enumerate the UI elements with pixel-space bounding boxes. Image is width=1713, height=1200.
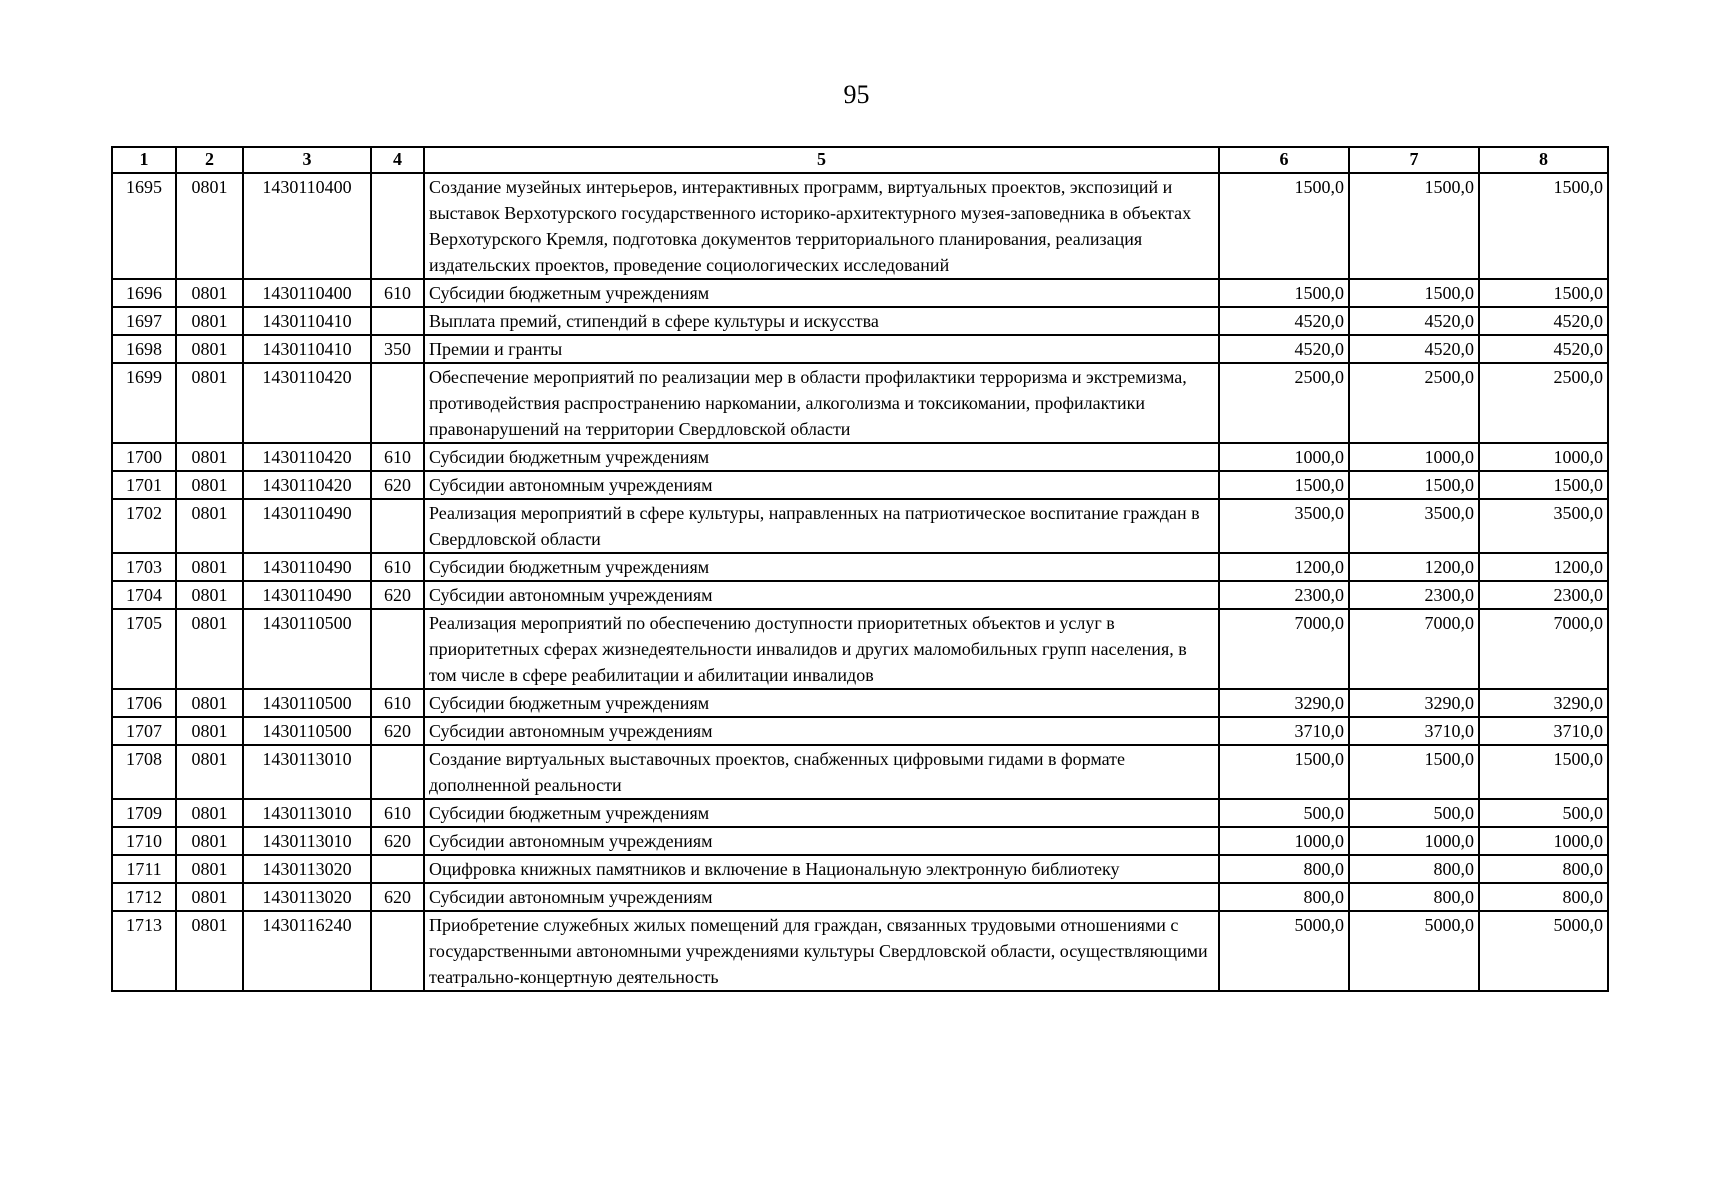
amount-col8-cell: 2500,0	[1479, 363, 1608, 443]
target-article-code-cell: 1430110500	[243, 689, 371, 717]
table-row	[112, 689, 1608, 717]
column-header-6: 6	[1219, 147, 1349, 173]
target-article-code-cell: 1430110400	[243, 173, 371, 279]
amount-col6-cell: 3290,0	[1219, 689, 1349, 717]
row-number-cell: 1701	[112, 471, 176, 499]
expense-type-code-cell: 620	[371, 827, 424, 855]
amount-col8-cell: 4520,0	[1479, 335, 1608, 363]
section-code-cell: 0801	[176, 745, 243, 799]
target-article-code-cell: 1430110420	[243, 443, 371, 471]
amount-col6-cell: 1000,0	[1219, 827, 1349, 855]
table-row	[112, 443, 1608, 471]
column-header-4: 4	[371, 147, 424, 173]
amount-col6-cell: 4520,0	[1219, 335, 1349, 363]
item-name-cell: Субсидии автономным учреждениям	[424, 581, 1219, 609]
amount-col6-cell: 7000,0	[1219, 609, 1349, 689]
amount-col7-cell: 3710,0	[1349, 717, 1479, 745]
expense-type-code-cell: 620	[371, 471, 424, 499]
amount-col8-cell: 500,0	[1479, 799, 1608, 827]
item-name-cell: Субсидии автономным учреждениям	[424, 717, 1219, 745]
expense-type-code-cell: 610	[371, 279, 424, 307]
section-code-cell: 0801	[176, 173, 243, 279]
section-code-cell: 0801	[176, 553, 243, 581]
expense-type-code-cell	[371, 363, 424, 443]
column-header-8: 8	[1479, 147, 1608, 173]
expense-type-code-cell	[371, 173, 424, 279]
amount-col6-cell: 800,0	[1219, 855, 1349, 883]
column-header-2: 2	[176, 147, 243, 173]
expense-type-code-cell: 350	[371, 335, 424, 363]
table-row	[112, 855, 1608, 883]
amount-col8-cell: 1500,0	[1479, 745, 1608, 799]
amount-col7-cell: 1500,0	[1349, 745, 1479, 799]
table-row	[112, 499, 1608, 553]
row-number-cell: 1711	[112, 855, 176, 883]
section-code-cell: 0801	[176, 883, 243, 911]
table-body	[112, 173, 1608, 991]
amount-col8-cell: 2300,0	[1479, 581, 1608, 609]
target-article-code-cell: 1430110500	[243, 717, 371, 745]
amount-col7-cell: 500,0	[1349, 799, 1479, 827]
amount-col7-cell: 4520,0	[1349, 307, 1479, 335]
target-article-code-cell: 1430113010	[243, 745, 371, 799]
table-row	[112, 471, 1608, 499]
item-name-cell: Обеспечение мероприятий по реализации мер в области профилактики терроризма и экстремизма, противодействия распространению наркомании, алкоголизма и токсикомании, профилактики правонарушений на территории Свердловской области	[424, 363, 1219, 443]
item-name-cell: Создание виртуальных выставочных проектов, снабженных цифровыми гидами в формате дополненной реальности	[424, 745, 1219, 799]
item-name-cell: Приобретение служебных жилых помещений для граждан, связанных трудовыми отношениями с государственными автономными учреждениями культуры Свердловской области, осуществляющими театрально-концертную деятельность	[424, 911, 1219, 991]
amount-col8-cell: 1200,0	[1479, 553, 1608, 581]
section-code-cell: 0801	[176, 609, 243, 689]
section-code-cell: 0801	[176, 717, 243, 745]
table-row	[112, 827, 1608, 855]
row-number-cell: 1703	[112, 553, 176, 581]
table-row	[112, 911, 1608, 991]
amount-col7-cell: 1500,0	[1349, 471, 1479, 499]
amount-col6-cell: 2500,0	[1219, 363, 1349, 443]
amount-col7-cell: 1000,0	[1349, 443, 1479, 471]
amount-col6-cell: 3500,0	[1219, 499, 1349, 553]
item-name-cell: Премии и гранты	[424, 335, 1219, 363]
table-row	[112, 799, 1608, 827]
row-number-cell: 1695	[112, 173, 176, 279]
row-number-cell: 1710	[112, 827, 176, 855]
row-number-cell: 1699	[112, 363, 176, 443]
amount-col7-cell: 1500,0	[1349, 279, 1479, 307]
target-article-code-cell: 1430113010	[243, 827, 371, 855]
amount-col7-cell: 1000,0	[1349, 827, 1479, 855]
amount-col8-cell: 3710,0	[1479, 717, 1608, 745]
table-row	[112, 173, 1608, 279]
amount-col7-cell: 3290,0	[1349, 689, 1479, 717]
table-row	[112, 307, 1608, 335]
item-name-cell: Создание музейных интерьеров, интерактивных программ, виртуальных проектов, экспозиций и выставок Верхотурского государственного историко-архитектурного музея-заповедника в объектах Верхотурского Кремля, подготовка документов территориального планирования, реализация издательских проектов, проведение социологических исследований	[424, 173, 1219, 279]
section-code-cell: 0801	[176, 307, 243, 335]
amount-col6-cell: 1500,0	[1219, 279, 1349, 307]
table-header-row	[112, 147, 1608, 173]
item-name-cell: Оцифровка книжных памятников и включение в Национальную электронную библиотеку	[424, 855, 1219, 883]
amount-col6-cell: 5000,0	[1219, 911, 1349, 991]
amount-col8-cell: 800,0	[1479, 855, 1608, 883]
amount-col6-cell: 800,0	[1219, 883, 1349, 911]
column-header-7: 7	[1349, 147, 1479, 173]
amount-col8-cell: 1500,0	[1479, 279, 1608, 307]
table-row	[112, 717, 1608, 745]
item-name-cell: Субсидии бюджетным учреждениям	[424, 553, 1219, 581]
row-number-cell: 1706	[112, 689, 176, 717]
amount-col7-cell: 2300,0	[1349, 581, 1479, 609]
table-row	[112, 335, 1608, 363]
expense-type-code-cell: 610	[371, 553, 424, 581]
section-code-cell: 0801	[176, 363, 243, 443]
target-article-code-cell: 1430110490	[243, 499, 371, 553]
amount-col8-cell: 5000,0	[1479, 911, 1608, 991]
expense-type-code-cell: 610	[371, 689, 424, 717]
expense-type-code-cell: 620	[371, 581, 424, 609]
target-article-code-cell: 1430110410	[243, 307, 371, 335]
target-article-code-cell: 1430113010	[243, 799, 371, 827]
amount-col8-cell: 1500,0	[1479, 173, 1608, 279]
item-name-cell: Субсидии автономным учреждениям	[424, 471, 1219, 499]
row-number-cell: 1707	[112, 717, 176, 745]
amount-col7-cell: 5000,0	[1349, 911, 1479, 991]
section-code-cell: 0801	[176, 799, 243, 827]
amount-col8-cell: 1000,0	[1479, 443, 1608, 471]
amount-col8-cell: 800,0	[1479, 883, 1608, 911]
expense-type-code-cell: 620	[371, 883, 424, 911]
table-row	[112, 553, 1608, 581]
row-number-cell: 1702	[112, 499, 176, 553]
section-code-cell: 0801	[176, 827, 243, 855]
amount-col6-cell: 1500,0	[1219, 745, 1349, 799]
table-row	[112, 883, 1608, 911]
amount-col7-cell: 800,0	[1349, 883, 1479, 911]
amount-col8-cell: 3500,0	[1479, 499, 1608, 553]
section-code-cell: 0801	[176, 471, 243, 499]
table-row	[112, 279, 1608, 307]
amount-col6-cell: 4520,0	[1219, 307, 1349, 335]
section-code-cell: 0801	[176, 335, 243, 363]
target-article-code-cell: 1430110420	[243, 363, 371, 443]
amount-col6-cell: 1500,0	[1219, 173, 1349, 279]
amount-col6-cell: 3710,0	[1219, 717, 1349, 745]
expense-type-code-cell: 620	[371, 717, 424, 745]
section-code-cell: 0801	[176, 279, 243, 307]
expense-type-code-cell: 610	[371, 799, 424, 827]
expense-type-code-cell	[371, 745, 424, 799]
row-number-cell: 1700	[112, 443, 176, 471]
table-row	[112, 745, 1608, 799]
section-code-cell: 0801	[176, 443, 243, 471]
amount-col8-cell: 3290,0	[1479, 689, 1608, 717]
amount-col7-cell: 2500,0	[1349, 363, 1479, 443]
target-article-code-cell: 1430110490	[243, 553, 371, 581]
expense-type-code-cell	[371, 609, 424, 689]
amount-col6-cell: 1000,0	[1219, 443, 1349, 471]
target-article-code-cell: 1430110490	[243, 581, 371, 609]
amount-col6-cell: 500,0	[1219, 799, 1349, 827]
amount-col6-cell: 1500,0	[1219, 471, 1349, 499]
item-name-cell: Реализация мероприятий по обеспечению доступности приоритетных объектов и услуг в приоритетных сферах жизнедеятельности инвалидов и других маломобильных групп населения, в том числе в сфере реабилитации и абилитации инвалидов	[424, 609, 1219, 689]
row-number-cell: 1713	[112, 911, 176, 991]
item-name-cell: Субсидии бюджетным учреждениям	[424, 689, 1219, 717]
section-code-cell: 0801	[176, 581, 243, 609]
expense-type-code-cell	[371, 855, 424, 883]
item-name-cell: Субсидии бюджетным учреждениям	[424, 799, 1219, 827]
item-name-cell: Субсидии автономным учреждениям	[424, 827, 1219, 855]
section-code-cell: 0801	[176, 689, 243, 717]
amount-col7-cell: 1500,0	[1349, 173, 1479, 279]
amount-col7-cell: 4520,0	[1349, 335, 1479, 363]
amount-col7-cell: 3500,0	[1349, 499, 1479, 553]
amount-col7-cell: 800,0	[1349, 855, 1479, 883]
table-row	[112, 609, 1608, 689]
section-code-cell: 0801	[176, 911, 243, 991]
target-article-code-cell: 1430113020	[243, 883, 371, 911]
row-number-cell: 1705	[112, 609, 176, 689]
table-row	[112, 363, 1608, 443]
row-number-cell: 1712	[112, 883, 176, 911]
row-number-cell: 1697	[112, 307, 176, 335]
expense-type-code-cell	[371, 499, 424, 553]
row-number-cell: 1704	[112, 581, 176, 609]
target-article-code-cell: 1430116240	[243, 911, 371, 991]
target-article-code-cell: 1430113020	[243, 855, 371, 883]
row-number-cell: 1698	[112, 335, 176, 363]
target-article-code-cell: 1430110410	[243, 335, 371, 363]
budget-table	[111, 146, 1609, 992]
row-number-cell: 1696	[112, 279, 176, 307]
item-name-cell: Субсидии автономным учреждениям	[424, 883, 1219, 911]
target-article-code-cell: 1430110500	[243, 609, 371, 689]
amount-col6-cell: 2300,0	[1219, 581, 1349, 609]
item-name-cell: Выплата премий, стипендий в сфере культуры и искусства	[424, 307, 1219, 335]
column-header-3: 3	[243, 147, 371, 173]
amount-col6-cell: 1200,0	[1219, 553, 1349, 581]
column-header-1: 1	[112, 147, 176, 173]
section-code-cell: 0801	[176, 499, 243, 553]
target-article-code-cell: 1430110400	[243, 279, 371, 307]
amount-col8-cell: 1500,0	[1479, 471, 1608, 499]
row-number-cell: 1708	[112, 745, 176, 799]
item-name-cell: Субсидии бюджетным учреждениям	[424, 443, 1219, 471]
expense-type-code-cell	[371, 911, 424, 991]
target-article-code-cell: 1430110420	[243, 471, 371, 499]
page-number: 95	[843, 80, 870, 109]
section-code-cell: 0801	[176, 855, 243, 883]
amount-col8-cell: 7000,0	[1479, 609, 1608, 689]
table-row	[112, 581, 1608, 609]
amount-col7-cell: 7000,0	[1349, 609, 1479, 689]
row-number-cell: 1709	[112, 799, 176, 827]
item-name-cell: Реализация мероприятий в сфере культуры, направленных на патриотическое воспитание граждан в Свердловской области	[424, 499, 1219, 553]
item-name-cell: Субсидии бюджетным учреждениям	[424, 279, 1219, 307]
column-header-5: 5	[424, 147, 1219, 173]
amount-col8-cell: 4520,0	[1479, 307, 1608, 335]
amount-col8-cell: 1000,0	[1479, 827, 1608, 855]
expense-type-code-cell	[371, 307, 424, 335]
expense-type-code-cell: 610	[371, 443, 424, 471]
amount-col7-cell: 1200,0	[1349, 553, 1479, 581]
